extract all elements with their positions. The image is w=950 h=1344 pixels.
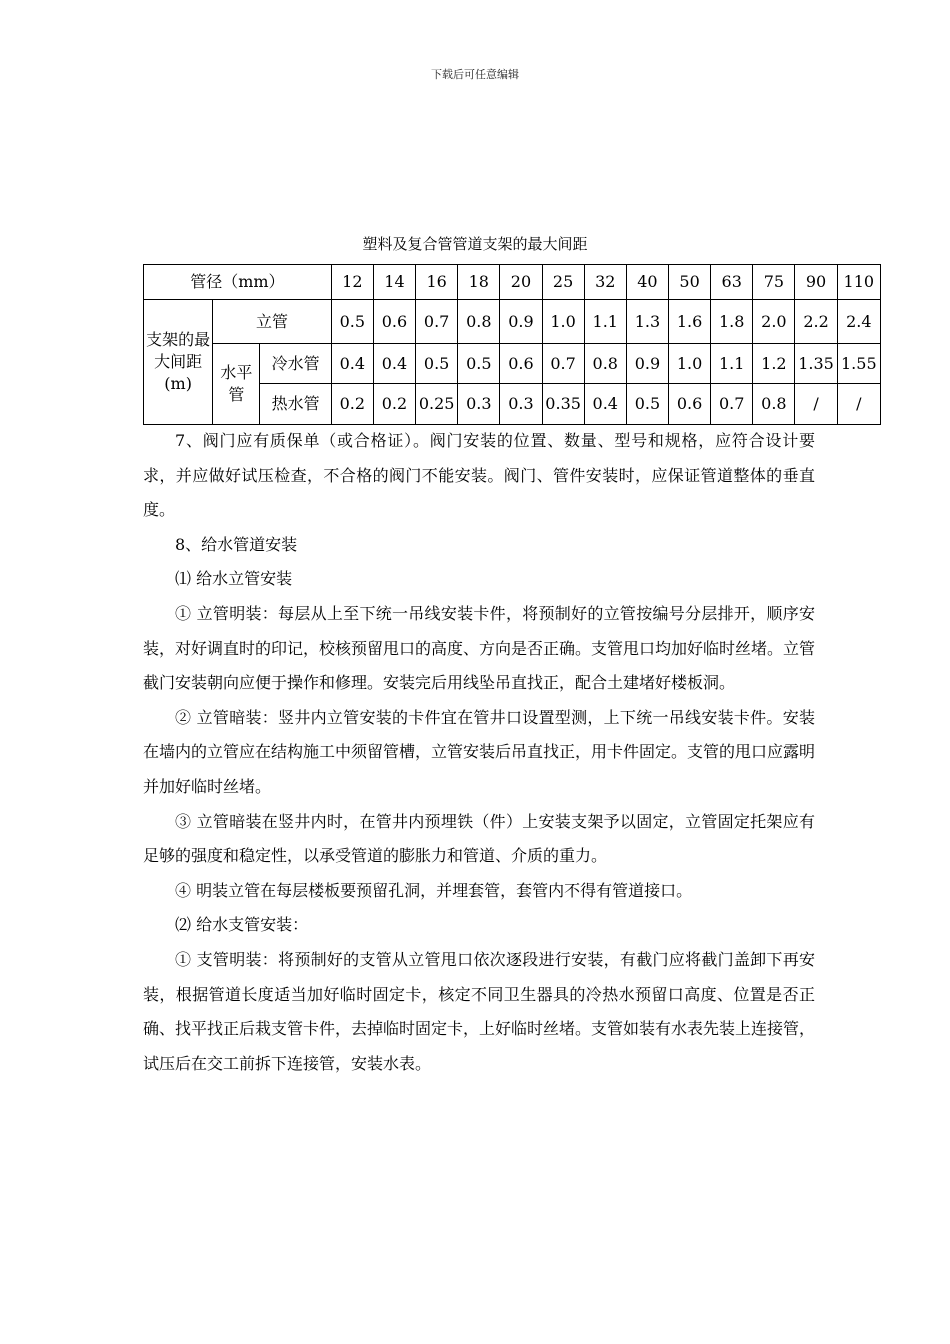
value-cell: 1.0: [542, 300, 584, 344]
value-cell: 1.8: [711, 300, 753, 344]
section-heading: 8、给水管道安装: [175, 534, 298, 554]
value-cell: /: [837, 384, 880, 425]
value-cell: 0.6: [500, 344, 542, 384]
value-cell: 0.5: [331, 300, 373, 344]
value-cell: 2.4: [837, 300, 880, 344]
value-cell: 1.1: [584, 300, 626, 344]
diameter-cell: 75: [753, 265, 795, 300]
subsection-heading: ⑵ 给水支管安装：: [175, 915, 309, 935]
value-cell: 0.9: [500, 300, 542, 344]
diameter-cell: 25: [542, 265, 584, 300]
support-spacing-table: [143, 264, 881, 425]
value-cell: 2.2: [795, 300, 837, 344]
diameter-cell: 90: [795, 265, 837, 300]
value-cell: 0.2: [331, 384, 373, 425]
paragraph: ① 支管明装：将预制好的支管从立管甩口依次逐段进行安装，有截门应将截门盖卸下再安装，根据管道长度适当加好临时固定卡，核定不同卫生器具的冷热水预留口高度、位置是否正确、找平找正后栽支管卡件，去掉临时固定卡，上好临时丝堵。支管如装有水表先装上连接管，试压后在交工前拆下连接管，安装水表。: [143, 949, 816, 1073]
cold-water-row: [144, 344, 881, 384]
document-body: [143, 424, 815, 1081]
value-cell: 0.4: [584, 384, 626, 425]
max-spacing-label: 支架的最大间距(m): [144, 300, 213, 425]
hot-water-label: 热水管: [260, 384, 331, 425]
diameter-cell: 14: [373, 265, 415, 300]
table-caption: 塑料及复合管管道支架的最大间距: [362, 235, 588, 253]
paragraph: ④ 明装立管在每层楼板要预留孔洞，并埋套管，套管内不得有管道接口。: [175, 880, 693, 900]
value-cell: 1.35: [795, 344, 837, 384]
value-cell: 0.5: [458, 344, 500, 384]
value-cell: 0.6: [669, 384, 711, 425]
diameter-label: 管径（mm）: [144, 265, 332, 300]
value-cell: 0.7: [542, 344, 584, 384]
diameter-cell: 12: [331, 265, 373, 300]
value-cell: 0.6: [373, 300, 415, 344]
diameter-cell: 18: [458, 265, 500, 300]
diameter-cell: 32: [584, 265, 626, 300]
value-cell: 0.4: [331, 344, 373, 384]
value-cell: 0.5: [416, 344, 458, 384]
diameter-row: [144, 265, 881, 300]
value-cell: 0.7: [416, 300, 458, 344]
cold-water-label: 冷水管: [260, 344, 331, 384]
value-cell: 1.2: [753, 344, 795, 384]
value-cell: 0.8: [458, 300, 500, 344]
value-cell: 0.5: [626, 384, 668, 425]
value-cell: 1.3: [626, 300, 668, 344]
value-cell: 0.2: [373, 384, 415, 425]
vertical-pipe-row: [144, 300, 881, 344]
value-cell: 0.7: [711, 384, 753, 425]
subsection-heading: ⑴ 给水立管安装: [175, 569, 293, 589]
value-cell: 0.25: [416, 384, 458, 425]
value-cell: 2.0: [753, 300, 795, 344]
diameter-cell: 20: [500, 265, 542, 300]
paragraph: ① 立管明装：每层从上至下统一吊线安装卡件，将预制好的立管按编号分层排开，顺序安装，对好调直时的印记，校核预留甩口的高度、方向是否正确。支管甩口均加好临时丝堵。立管截门安装朝向应便于操作和修理。安装完后用线坠吊直找正，配合土建堵好楼板洞。: [143, 603, 816, 693]
value-cell: 0.9: [626, 344, 668, 384]
diameter-cell: 63: [711, 265, 753, 300]
value-cell: 1.1: [711, 344, 753, 384]
paragraph: ② 立管暗装：竖井内立管安装的卡件宜在管井口设置型测，上下统一吊线安装卡件。安装在墙内的立管应在结构施工中须留管槽，立管安装后吊直找正，用卡件固定。支管的甩口应露明并加好临时丝堵。: [143, 707, 816, 796]
value-cell: 1.55: [837, 344, 880, 384]
value-cell: 1.0: [669, 344, 711, 384]
diameter-cell: 16: [416, 265, 458, 300]
diameter-cell: 110: [837, 265, 880, 300]
value-cell: 0.35: [542, 384, 584, 425]
paragraph-valve-requirements: 7、阀门应有质保单（或合格证）。阀门安装的位置、数量、型号和规格，应符合设计要求，并应做好试压检查，不合格的阀门不能安装。阀门、管件安装时，应保证管道整体的垂直度。: [143, 431, 815, 520]
value-cell: 0.4: [373, 344, 415, 384]
value-cell: 0.3: [458, 384, 500, 425]
value-cell: /: [795, 384, 837, 425]
horizontal-pipe-label: 水平管: [213, 344, 260, 425]
diameter-cell: 40: [626, 265, 668, 300]
diameter-cell: 50: [669, 265, 711, 300]
paragraph: ③ 立管暗装在竖井内时，在管井内预埋铁（件）上安装支架予以固定，立管固定托架应有足够的强度和稳定性，以承受管道的膨胀力和管道、介质的重力。: [143, 811, 815, 866]
value-cell: 1.6: [669, 300, 711, 344]
value-cell: 0.8: [584, 344, 626, 384]
value-cell: 0.3: [500, 384, 542, 425]
page-header: 下载后可任意编辑: [431, 68, 519, 81]
value-cell: 0.8: [753, 384, 795, 425]
vertical-pipe-label: 立管: [213, 300, 331, 344]
